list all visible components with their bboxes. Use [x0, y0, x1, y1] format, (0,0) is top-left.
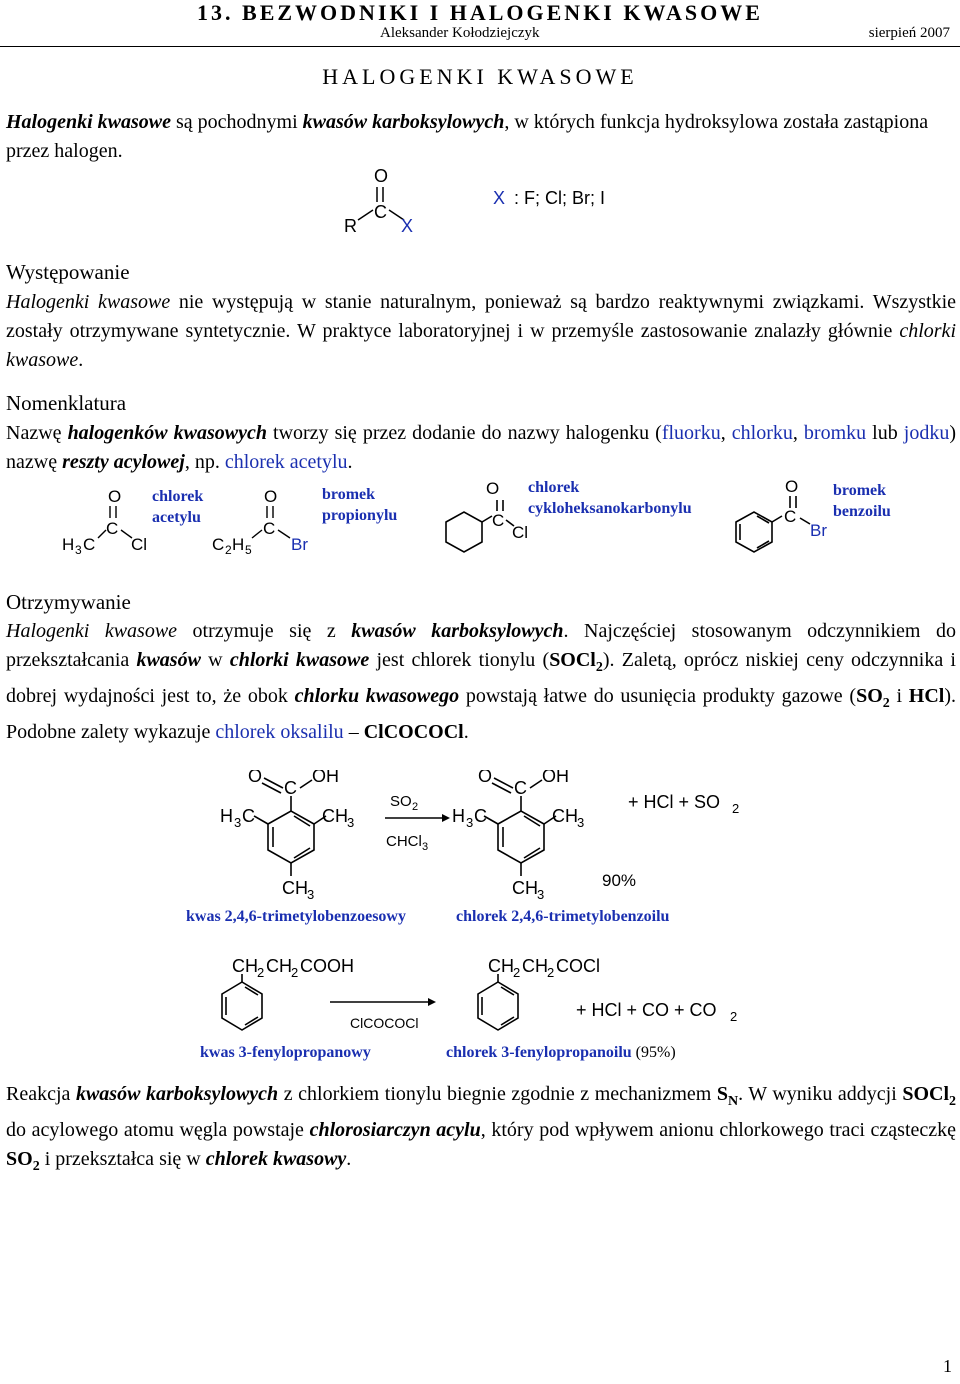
- svg-text:C: C: [514, 778, 527, 798]
- intro-paragraph: Halogenki kwasowe są pochodnymi kwasów karboksylowych, w których funkcja hydroksylowa została zastąpiona przez halogen.: [6, 111, 929, 162]
- svg-text:SO: SO: [390, 793, 412, 810]
- svg-text:CHCl: CHCl: [386, 833, 422, 850]
- date: sierpień 2007: [868, 25, 950, 41]
- svg-text:CH: CH: [266, 956, 292, 976]
- svg-text:O: O: [785, 478, 799, 496]
- svg-text:CH: CH: [512, 878, 538, 898]
- reaction-1-right-label: chlorek 2,4,6-trimetylobenzoilu: [456, 908, 670, 925]
- svg-text:Br: Br: [291, 535, 308, 554]
- svg-text:H: H: [220, 806, 233, 826]
- svg-text:H: H: [232, 535, 245, 554]
- svg-text:ClCOCOCl: ClCOCOCl: [350, 1015, 419, 1031]
- svg-text:2: 2: [547, 965, 555, 980]
- nomenclature-heading: Nomenklatura: [6, 391, 127, 415]
- svg-text:C: C: [284, 778, 297, 798]
- svg-text:O: O: [478, 770, 493, 786]
- acyl-halide-general-formula: [330, 160, 650, 240]
- svg-text:CH: CH: [232, 956, 258, 976]
- svg-text:3: 3: [466, 815, 474, 830]
- svg-text:2: 2: [291, 965, 299, 980]
- svg-text:C: C: [242, 806, 255, 826]
- benzoyl-bromide-structure: [736, 496, 810, 552]
- reaction-2-left-label: kwas 3-fenylopropanowy: [200, 1044, 371, 1061]
- svg-text:3: 3: [347, 815, 355, 830]
- phenylpropanoyl-chloride-structure: [478, 974, 518, 1030]
- svg-text:COCl: COCl: [556, 956, 600, 976]
- section-title: HALOGENKI KWASOWE: [322, 64, 638, 89]
- acetyl-chloride-structure: [62, 487, 147, 557]
- propionyl-bromide-structure: [212, 487, 308, 557]
- preparation-heading: Otrzymywanie: [6, 590, 131, 614]
- svg-text:CH: CH: [522, 956, 548, 976]
- svg-text:2: 2: [257, 965, 265, 980]
- atom-c: C: [374, 202, 387, 222]
- reaction-1-yield: 90%: [602, 871, 637, 890]
- svg-text:C: C: [263, 519, 276, 538]
- svg-text:C: C: [212, 535, 225, 554]
- example-label-acetyl-chloride: chlorek acetylu: [152, 488, 204, 526]
- svg-text:COOH: COOH: [300, 956, 354, 976]
- reaction-2-scheme: [0, 950, 960, 1040]
- svg-text:3: 3: [537, 887, 545, 902]
- svg-text:CH: CH: [322, 806, 348, 826]
- svg-text:3: 3: [577, 815, 585, 830]
- svg-text:Cl: Cl: [131, 535, 148, 554]
- mechanism-paragraph: Reakcja kwasów karboksylowych z chlorkiem tionylu biegnie zgodnie z mechanizmem $S_N$. W wyniku addycji SOCl$_2$ do acylowego atomu węgla powstaje chlorosiarczyn acylu, który pod wpływem anionu chlorkowego traci cząsteczkę $SO_2$ i przekształca się w chlorek kwasowy.: [6, 1083, 957, 1174]
- svg-text:3: 3: [234, 815, 242, 830]
- page-number: 1: [943, 1356, 952, 1376]
- example-label-benzoyl-bromide: bromek benzoilu: [833, 482, 891, 520]
- document-title: 13. BEZWODNIKI I HALOGENKI KWASOWE: [197, 0, 763, 25]
- svg-text:O: O: [108, 487, 122, 506]
- phenylpropanoic-acid-structure: [222, 974, 262, 1030]
- svg-text:C: C: [83, 535, 96, 554]
- reaction-1-left-label: kwas 2,4,6-trimetylobenzoesowy: [186, 908, 406, 925]
- svg-text:C: C: [106, 519, 119, 538]
- svg-text:C: C: [784, 507, 797, 526]
- svg-text:O: O: [486, 479, 500, 498]
- svg-text:H: H: [62, 535, 75, 554]
- reaction-2-byproducts: + HCl + CO + CO: [576, 1000, 717, 1020]
- example-label-cyclohexanecarbonyl-chloride: chlorek cykloheksanokarbonylu: [528, 479, 692, 517]
- svg-text:CH: CH: [282, 878, 308, 898]
- preparation-paragraph: Halogenki kwasowe otrzymuje się z kwasów karboksylowych. Najczęściej stosowanym odczynnikiem do przekształcania kwasów w chlorki kwasowe jest chlorek tionylu (SOCl$_2$). Zaletą, oprócz niskiej ceny odczynnika i dobrej wydajności jest to, że obok chlorku kwasowego powstają łatwe do usunięcia produkty gazowe ($SO_2$ i HCl). Podobne zalety wykazuje chlorek oksalilu – ClCOCOCl.: [6, 620, 956, 743]
- atom-o: O: [374, 166, 389, 186]
- svg-text:2: 2: [412, 801, 419, 813]
- svg-text:H: H: [452, 806, 465, 826]
- occurrence-heading: Występowanie: [6, 260, 130, 284]
- atom-x: X: [401, 216, 414, 236]
- nomenclature-paragraph: Nazwę halogenków kwasowych tworzy się przez dodanie do nazwy halogenku (fluorku, chlorku, bromku lub jodku) nazwę reszty acylowej, np. chlorek acetylu.: [6, 422, 956, 473]
- reaction-1-byproducts: + HCl + SO: [628, 792, 721, 812]
- svg-text:CH: CH: [552, 806, 578, 826]
- occurrence-paragraph: Halogenki kwasowe nie występują w stanie naturalnym, ponieważ są bardzo reaktywnymi związkami. Wszystkie zostały otrzymywane syntetycznie. W praktyce laboratoryjnej i w przemyśle zastosowanie znalazły głównie chlorki kwasowe.: [6, 291, 957, 371]
- svg-text:OH: OH: [542, 770, 569, 786]
- reaction-2-right-label: chlorek 3-fenylopropanoilu (95%): [446, 1044, 676, 1061]
- legend-halogens: : F; Cl; Br; I: [514, 188, 606, 208]
- header-divider: [0, 46, 960, 47]
- svg-text:OH: OH: [312, 770, 339, 786]
- atom-r: R: [344, 216, 357, 236]
- example-label-propionyl-bromide: bromek propionylu: [322, 486, 398, 524]
- author: Aleksander Kołodziejczyk: [380, 25, 540, 41]
- svg-text:Br: Br: [810, 521, 827, 540]
- svg-text:3: 3: [422, 841, 429, 853]
- svg-text:C: C: [474, 806, 487, 826]
- svg-text:C: C: [492, 511, 505, 530]
- svg-text:3: 3: [307, 887, 315, 902]
- svg-text:2: 2: [225, 543, 232, 557]
- svg-text:O: O: [264, 487, 278, 506]
- legend-x: X: [493, 188, 506, 208]
- svg-text:Cl: Cl: [512, 523, 529, 542]
- svg-text:2: 2: [732, 801, 740, 816]
- svg-text:5: 5: [245, 543, 252, 557]
- svg-text:O: O: [248, 770, 263, 786]
- svg-text:2: 2: [730, 1009, 738, 1024]
- nomenclature-examples: [0, 478, 960, 568]
- svg-text:CH: CH: [488, 956, 514, 976]
- svg-text:2: 2: [513, 965, 521, 980]
- svg-text:3: 3: [75, 543, 82, 557]
